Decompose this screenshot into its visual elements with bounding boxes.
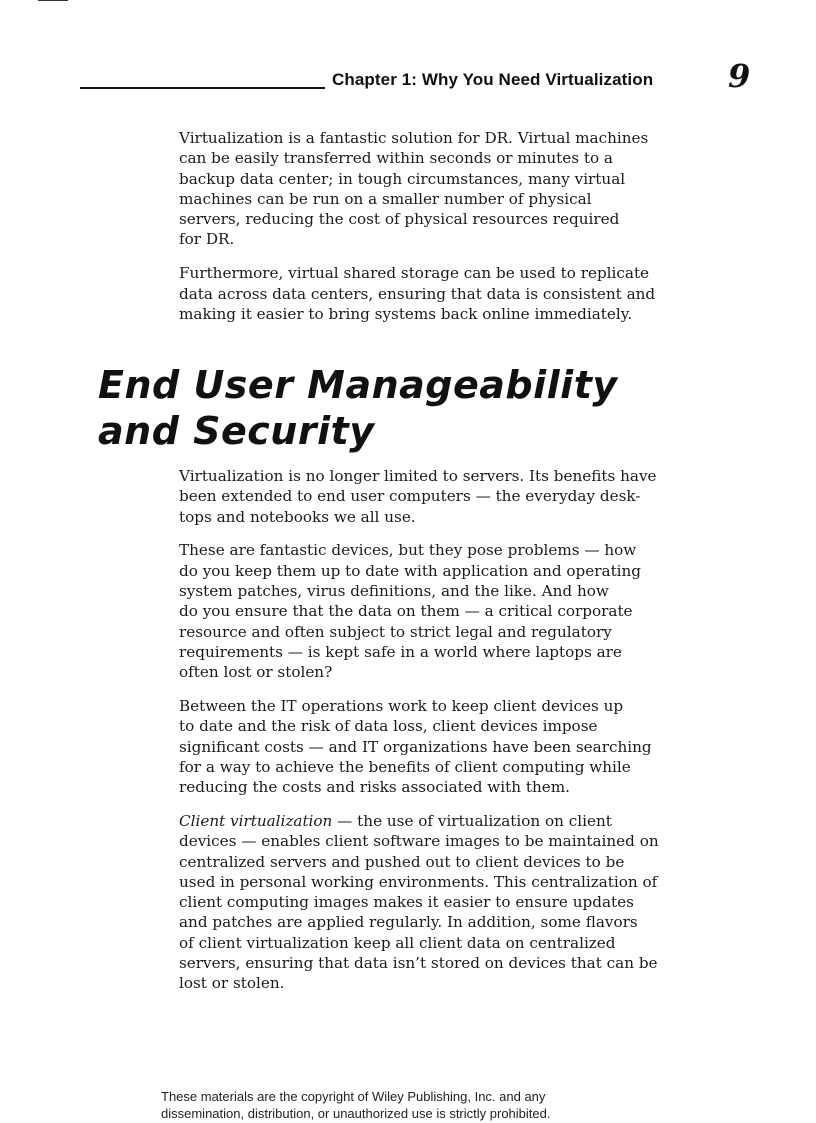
page-number: 9	[728, 57, 751, 95]
body-block-intro	[179, 128, 739, 338]
paragraph: Virtualization is a fantastic solution for DR. Virtual machines can be easily transferred within seconds or minutes to a backup data center; in tough circumstances, many virtual machines can be run on a smaller number of physical servers, reducing the cost of physical resources required for DR.	[179, 129, 649, 249]
paragraph: Furthermore, virtual shared storage can be used to replicate data across data centers, ensuring that data is consistent and making it easier to bring systems back online immediately.	[179, 264, 656, 323]
crop-mark	[38, 0, 68, 1]
paragraph-text: — the use of virtualization on client devices — enables client software images to be maintained on centralized servers and pushed out to client devices to be used in personal working environments. This centralization of client computing images makes it easier to ensure updates and patches are applied regularly. In addition, some flavors of client virtualization keep all client data on centralized servers, ensuring that data isn’t stored on devices that can be lost or stolen.	[179, 811, 659, 993]
chapter-title: Chapter 1: Why You Need Virtualization	[332, 70, 654, 89]
section-heading: End User Manageability and Security	[98, 363, 618, 453]
paragraph: These are fantastic devices, but they pose problems — how do you keep them up to date with application and operating system patches, virus definitions, and the like. And how do you ensure that the data on them — a critical corporate resource and often subject to strict legal and regulatory requirements — is kept safe in a world where laptops are often lost or stolen?	[179, 541, 642, 682]
running-head	[80, 57, 760, 100]
copyright-footer: These materials are the copyright of Wiley Publishing, Inc. and any dissemination, distribution, or unauthorized use is strictly prohibited.	[161, 1089, 551, 1121]
paragraph: Virtualization is no longer limited to servers. Its benefits have been extended to end user computers — the everyday desk- tops and notebooks we all use.	[179, 467, 657, 526]
paragraph-client-virtualization	[179, 811, 739, 994]
defined-term: Client virtualization	[179, 811, 333, 830]
body-block-section	[179, 466, 739, 1007]
paragraph: Between the IT operations work to keep client devices up to date and the risk of data loss, client devices impose significant costs — and IT organizations have been searching for a way to achieve the benefits of client computing while reducing the costs and risks associated with them.	[179, 696, 652, 797]
header-rule	[80, 87, 325, 89]
